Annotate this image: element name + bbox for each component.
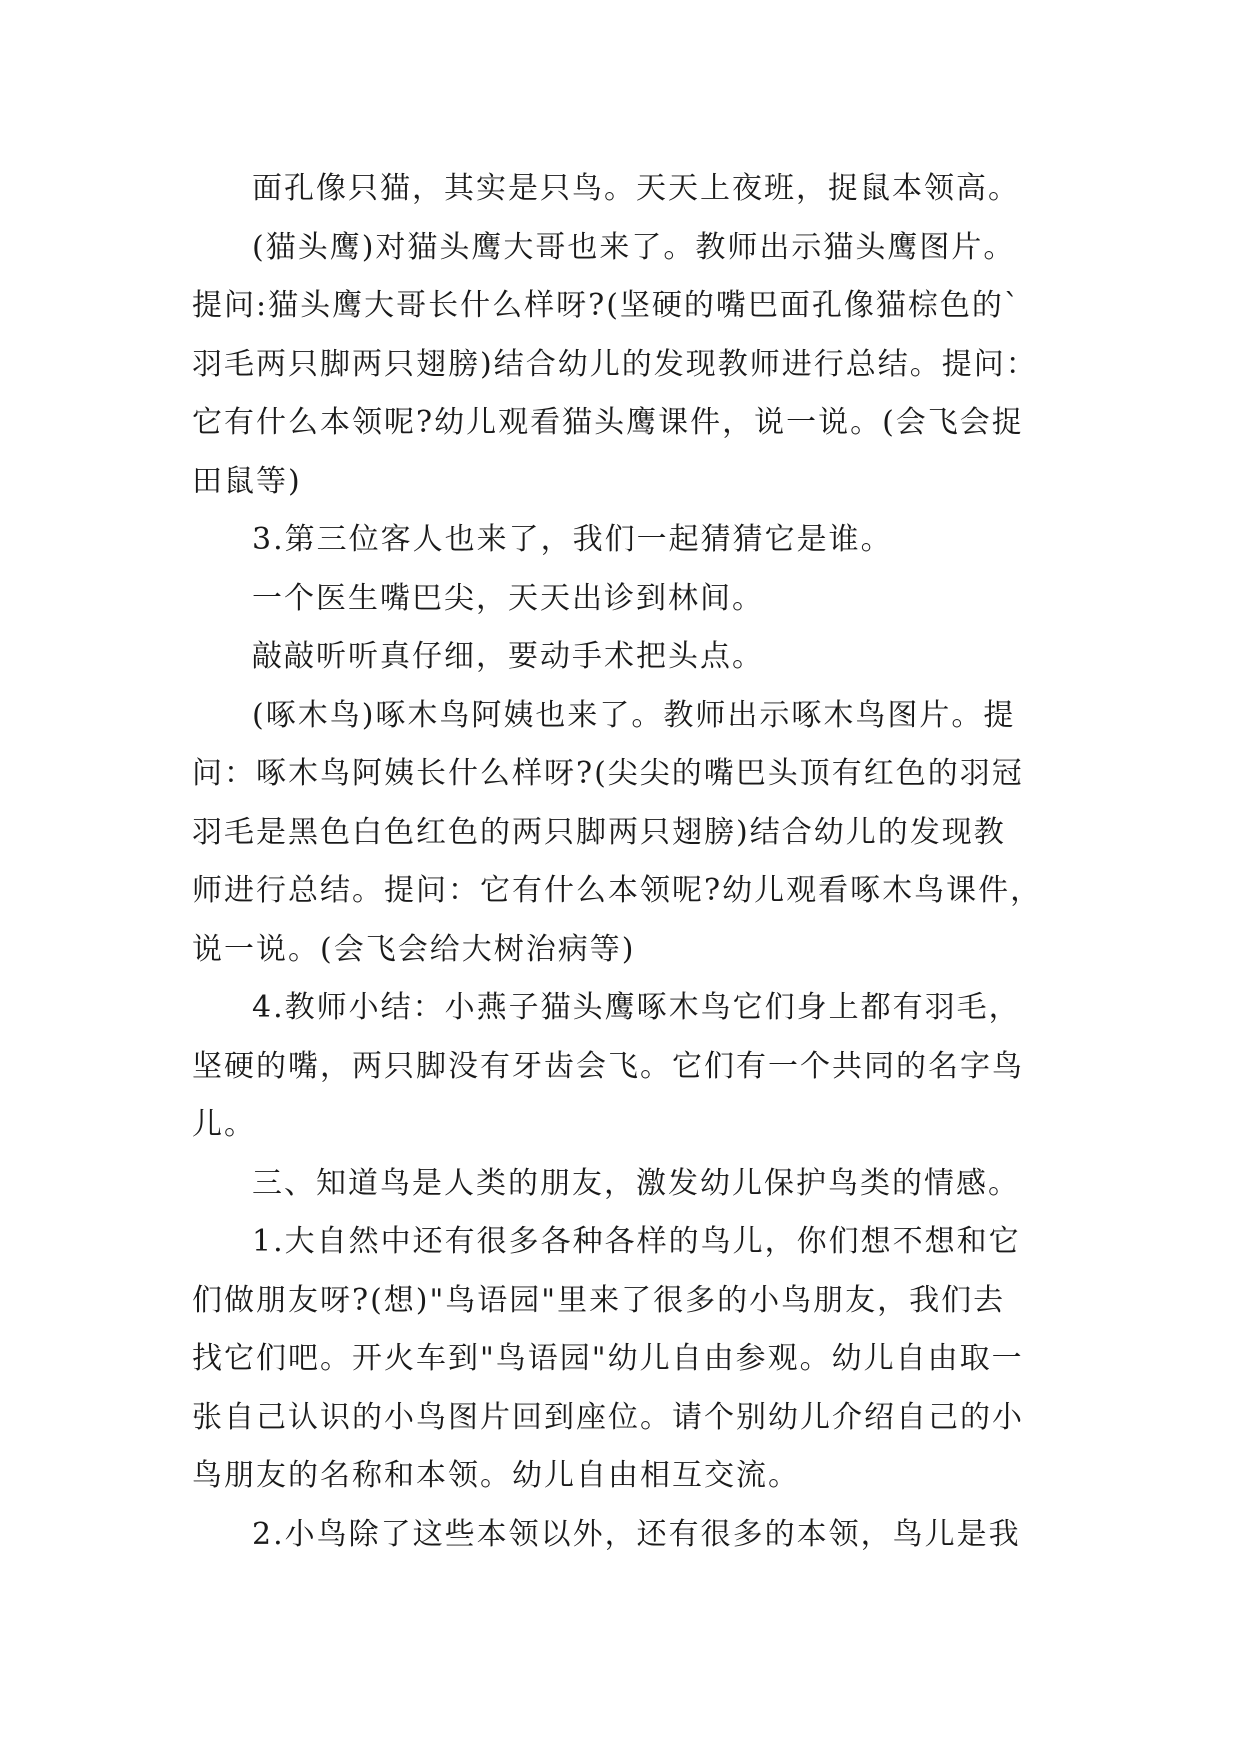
- text-line: 问：啄木鸟阿姨长什么样呀?(尖尖的嘴巴头顶有红色的羽冠: [192, 756, 1024, 791]
- text-line: 4.教师小结：小燕子猫头鹰啄木鸟它们身上都有羽毛，: [252, 990, 1021, 1025]
- text-line: 师进行总结。提问：它有什么本领呢?幼儿观看啄木鸟课件，: [192, 873, 1043, 908]
- text-line: 坚硬的嘴，两只脚没有牙齿会飞。它们有一个共同的名字鸟: [192, 1048, 1024, 1084]
- text-line: 敲敲听听真仔细，要动手术把头点。: [252, 639, 764, 674]
- text-line: (猫头鹰)对猫头鹰大哥也来了。教师出示猫头鹰图片。: [252, 229, 1016, 265]
- text-line: 提问:猫头鹰大哥长什么样呀?(坚硬的嘴巴面孔像猫棕色的`: [192, 288, 1021, 323]
- text-line: 找它们吧。开火车到"鸟语园"幼儿自由参观。幼儿自由取一: [192, 1341, 1024, 1376]
- text-line: 们做朋友呀?(想)"鸟语园"里来了很多的小鸟朋友，我们去: [192, 1282, 1006, 1318]
- section-heading: 三、知道鸟是人类的朋友，激发幼儿保护鸟类的情感。: [252, 1165, 1020, 1201]
- document-body: [192, 160, 1072, 1564]
- text-line: 1.大自然中还有很多各种各样的鸟儿，你们想不想和它: [252, 1224, 1021, 1259]
- text-line: 羽毛两只脚两只翅膀)结合幼儿的发现教师进行总结。提问：: [192, 346, 1038, 382]
- text-line: 说一说。(会飞会给大树治病等): [192, 931, 636, 967]
- text-line: 一个医生嘴巴尖，天天出诊到林间。: [252, 580, 764, 616]
- text-line: 3.第三位客人也来了，我们一起猜猜它是谁。: [252, 522, 893, 557]
- text-line: 2.小鸟除了这些本领以外，还有很多的本领，鸟儿是我: [252, 1516, 1021, 1552]
- text-line: 面孔像只猫，其实是只鸟。天天上夜班，捉鼠本领高。: [252, 171, 1020, 206]
- text-line: 儿。: [192, 1107, 256, 1142]
- text-line: 张自己认识的小鸟图片回到座位。请个别幼儿介绍自己的小: [192, 1399, 1024, 1435]
- text-line: 田鼠等): [192, 463, 302, 499]
- text-line: (啄木鸟)啄木鸟阿姨也来了。教师出示啄木鸟图片。提: [252, 697, 1016, 733]
- text-line: 鸟朋友的名称和本领。幼儿自由相互交流。: [192, 1458, 800, 1493]
- text-line: 羽毛是黑色白色红色的两只脚两只翅膀)结合幼儿的发现教: [192, 814, 1006, 850]
- text-line: 它有什么本领呢?幼儿观看猫头鹰课件，说一说。(会飞会捉: [192, 405, 1024, 440]
